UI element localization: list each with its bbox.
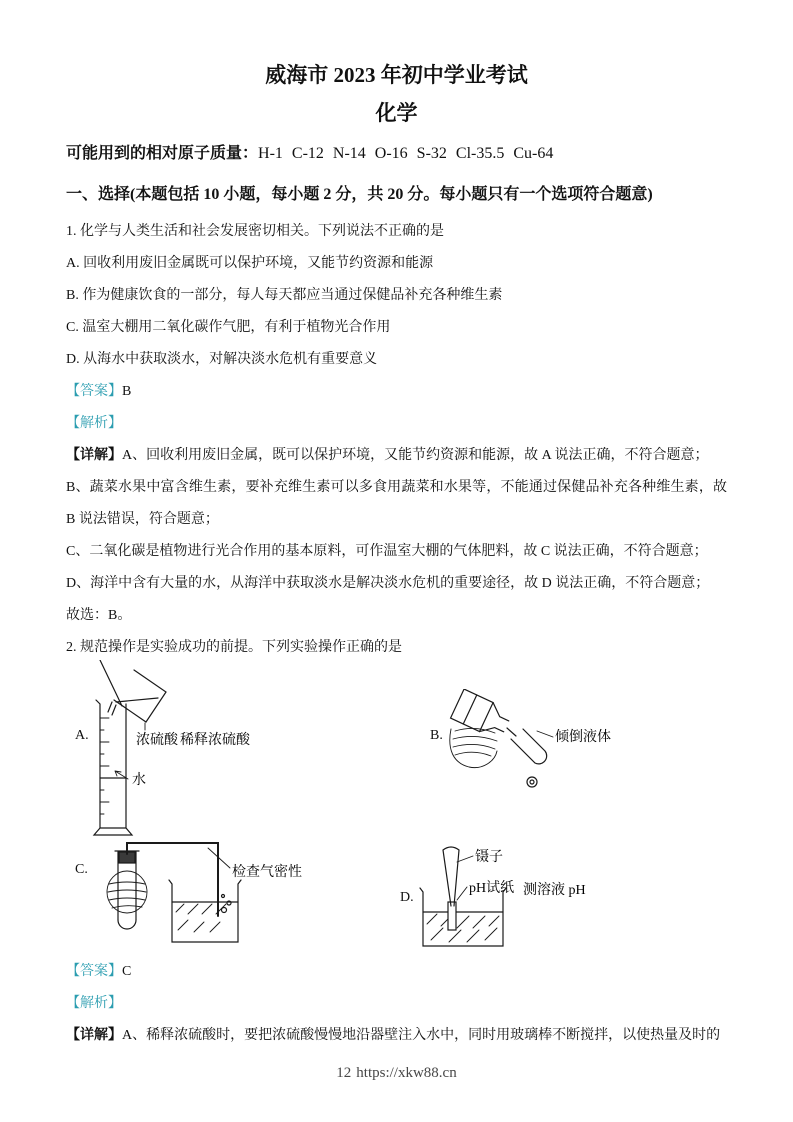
q2-stem: 2. 规范操作是实验成功的前提。下列实验操作正确的是: [66, 640, 402, 655]
q1-analysis-label: 【解析】: [66, 416, 122, 431]
figure-label-c: C.: [75, 862, 88, 877]
diagram-a-dilute-acid: [88, 660, 293, 836]
atomic-mass-values: H-1 C-12 N-14 O-16 S-32 Cl-35.5 Cu-64: [258, 145, 554, 162]
hand-icon: [450, 729, 497, 768]
q1-detail-text-a: A、回收利用废旧金属，既可以保护环境，又能节约资源和能源，故 A 说法正确，不符合题意；: [122, 448, 709, 463]
reagent-bottle-icon: [451, 689, 513, 741]
q1-answer-value: B: [122, 384, 132, 399]
diagram-c-gas-tightness: [90, 838, 305, 952]
q1-option-c: C. 温室大棚用二氧化碳作气肥，有利于植物光合作用: [66, 320, 391, 335]
q2-detail-label: 【详解】: [66, 1028, 122, 1043]
caption-a: 稀释浓硫酸: [180, 733, 250, 748]
footer-url-link[interactable]: https://xkw88.cn: [356, 1065, 457, 1081]
glass-rod-icon: [100, 660, 122, 706]
ph-paper-icon: [448, 902, 456, 930]
atomic-mass-label: 可能用到的相对原子质量：: [66, 145, 259, 162]
q2-figures-area: [66, 664, 727, 956]
caption-d: 测溶液 pH: [523, 883, 586, 898]
label-conc-acid: 浓硫酸: [136, 733, 178, 748]
test-tube-icon: [511, 729, 547, 764]
diagram-b-pouring-liquid: [437, 689, 647, 807]
q2-answer-line: [66, 956, 727, 988]
q1-option-b: B. 作为健康饮食的一部分，每人每天都应当通过保健品补充各种维生素: [66, 288, 503, 303]
label-ph-paper: pH试纸: [469, 881, 515, 896]
q1-conclusion: 故选：B。: [66, 608, 132, 623]
q2-answer-label: 【答案】: [66, 964, 122, 979]
q1-stem: 1. 化学与人类生活和社会发展密切相关。下列说法不正确的是: [66, 224, 444, 239]
exam-subject: 化学: [375, 101, 418, 125]
section-header: 一、选择(本题包括 10 小题，每小题 2 分，共 20 分。每小题只有一个选项符合题意): [66, 186, 653, 203]
diagram-d-measure-ph: [405, 844, 661, 954]
q1-detail-paragraph-b: B、蔬菜水果中富含维生素，要补充维生素可以多食用蔬菜和水果等，不能通过保健品补充各种维生素，故 B 说法错误，符合题意；: [66, 480, 727, 527]
q1-answer-line: [66, 376, 727, 408]
figure-label-b: B.: [430, 728, 443, 743]
q1-detail-paragraph-a: [66, 440, 727, 472]
figure-label-a: A.: [75, 728, 89, 743]
label-water: 水: [132, 773, 146, 788]
atomic-mass-line: [66, 134, 727, 174]
q2-detail-text: A、稀释浓硫酸时，要把浓硫酸慢慢地沿器壁注入水中，同时用玻璃棒不断搅拌，以使热量及时的: [122, 1028, 721, 1043]
q2-answer-value: C: [122, 964, 132, 979]
q1-detail-label: 【详解】: [66, 448, 122, 463]
q2-analysis-label: 【解析】: [66, 996, 122, 1011]
pouring-beaker-icon: [114, 670, 166, 722]
q2-detail-paragraph: [66, 1020, 727, 1052]
q1-answer-label: 【答案】: [66, 384, 122, 399]
bubble-icon: [222, 908, 227, 913]
q1-detail-paragraph-d: D、海洋中含有大量的水，从海洋中获取淡水是解决淡水危机的重要途径，故 D 说法正确，不符合题意；: [66, 576, 710, 591]
figure-label-d: D.: [400, 890, 414, 905]
exam-title: 威海市 2023 年初中学业考试: [265, 63, 528, 87]
caption-c: 检查气密性: [232, 865, 302, 880]
page-footer: [0, 1062, 793, 1084]
q1-option-a: A. 回收利用废旧金属既可以保护环境，又能节约资源和能源: [66, 256, 434, 271]
graduated-cylinder-icon: [96, 700, 126, 828]
q1-analysis-line: [66, 408, 727, 440]
q2-analysis-line: [66, 988, 727, 1020]
q1-option-d: D. 从海水中获取淡水，对解决淡水危机有重要意义: [66, 352, 378, 367]
q1-detail-paragraph-c: C、二氧化碳是植物进行光合作用的基本原料，可作温室大棚的气体肥料，故 C 说法正确，不符合题意；: [66, 544, 708, 559]
label-tweezers: 镊子: [475, 850, 503, 865]
caption-b: 倾倒液体: [555, 730, 611, 745]
bottle-stopper-icon: [527, 777, 537, 787]
liquid-stream: [507, 728, 516, 736]
beaker-icon: [420, 888, 506, 946]
footer-page-number: 12: [336, 1065, 352, 1081]
tweezers-icon: [443, 847, 459, 906]
